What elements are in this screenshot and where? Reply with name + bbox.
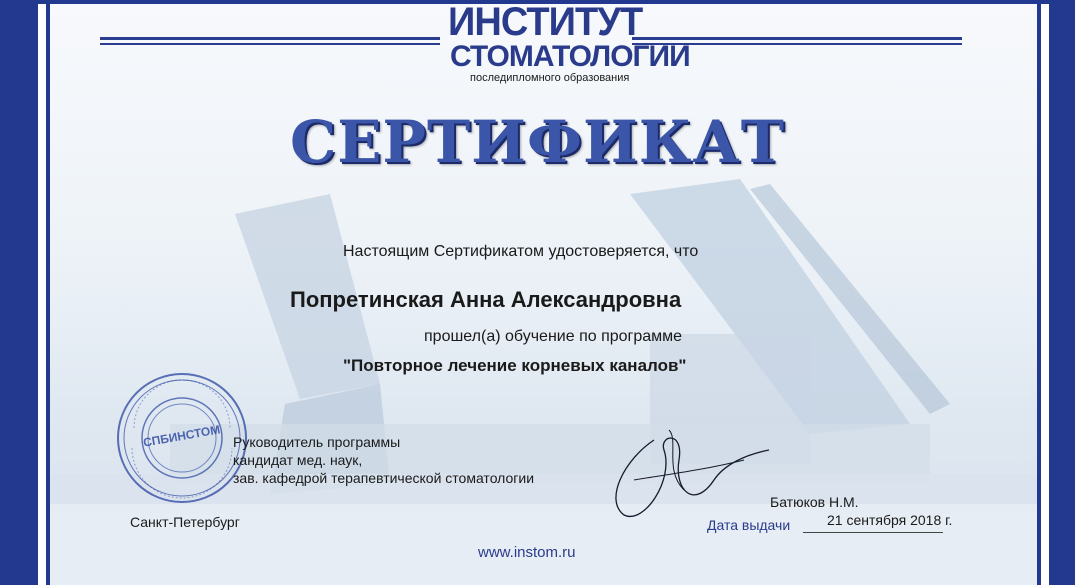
signatory-name: Батюков Н.М. [770,494,859,510]
signature-icon [594,420,774,530]
logo-rule-left [100,37,440,40]
completed-text: прошел(а) обучение по программе [424,328,683,345]
frame-inner-right [1037,0,1041,585]
logo-rule-left-2 [100,43,440,45]
logo-institute: ИНСТИТУТ [448,0,643,44]
intro-text: Настоящим Сертификатом удостоверяется, что [343,243,699,260]
city: Санкт-Петербург [130,514,240,530]
program-name: "Повторное лечение корневых каналов" [343,356,687,375]
date-value: 21 сентября 2018 г. [827,512,953,528]
supervisor-position: зав. кафедрой терапевтической стоматологии [233,470,535,486]
logo-subtitle: последипломного образования [470,72,630,84]
official-stamp-icon [112,368,252,508]
date-underline [803,532,943,533]
frame-border-left [0,0,38,585]
supervisor-degree: кандидат мед. наук, [233,452,363,468]
stamp-text: СПБИНСТОМ [142,422,222,450]
date-label: Дата выдачи [707,517,791,533]
certificate-title: СЕРТИФИКАТ [290,108,785,176]
frame-border-right [1049,0,1075,585]
website: www.instom.ru [478,544,576,561]
logo-stomatology: СТОМАТОЛОГИИ [450,40,690,73]
recipient-name: Попретинская Анна Александровна [290,287,682,312]
supervisor-block [233,433,534,487]
supervisor-title: Руководитель программы [233,434,401,450]
